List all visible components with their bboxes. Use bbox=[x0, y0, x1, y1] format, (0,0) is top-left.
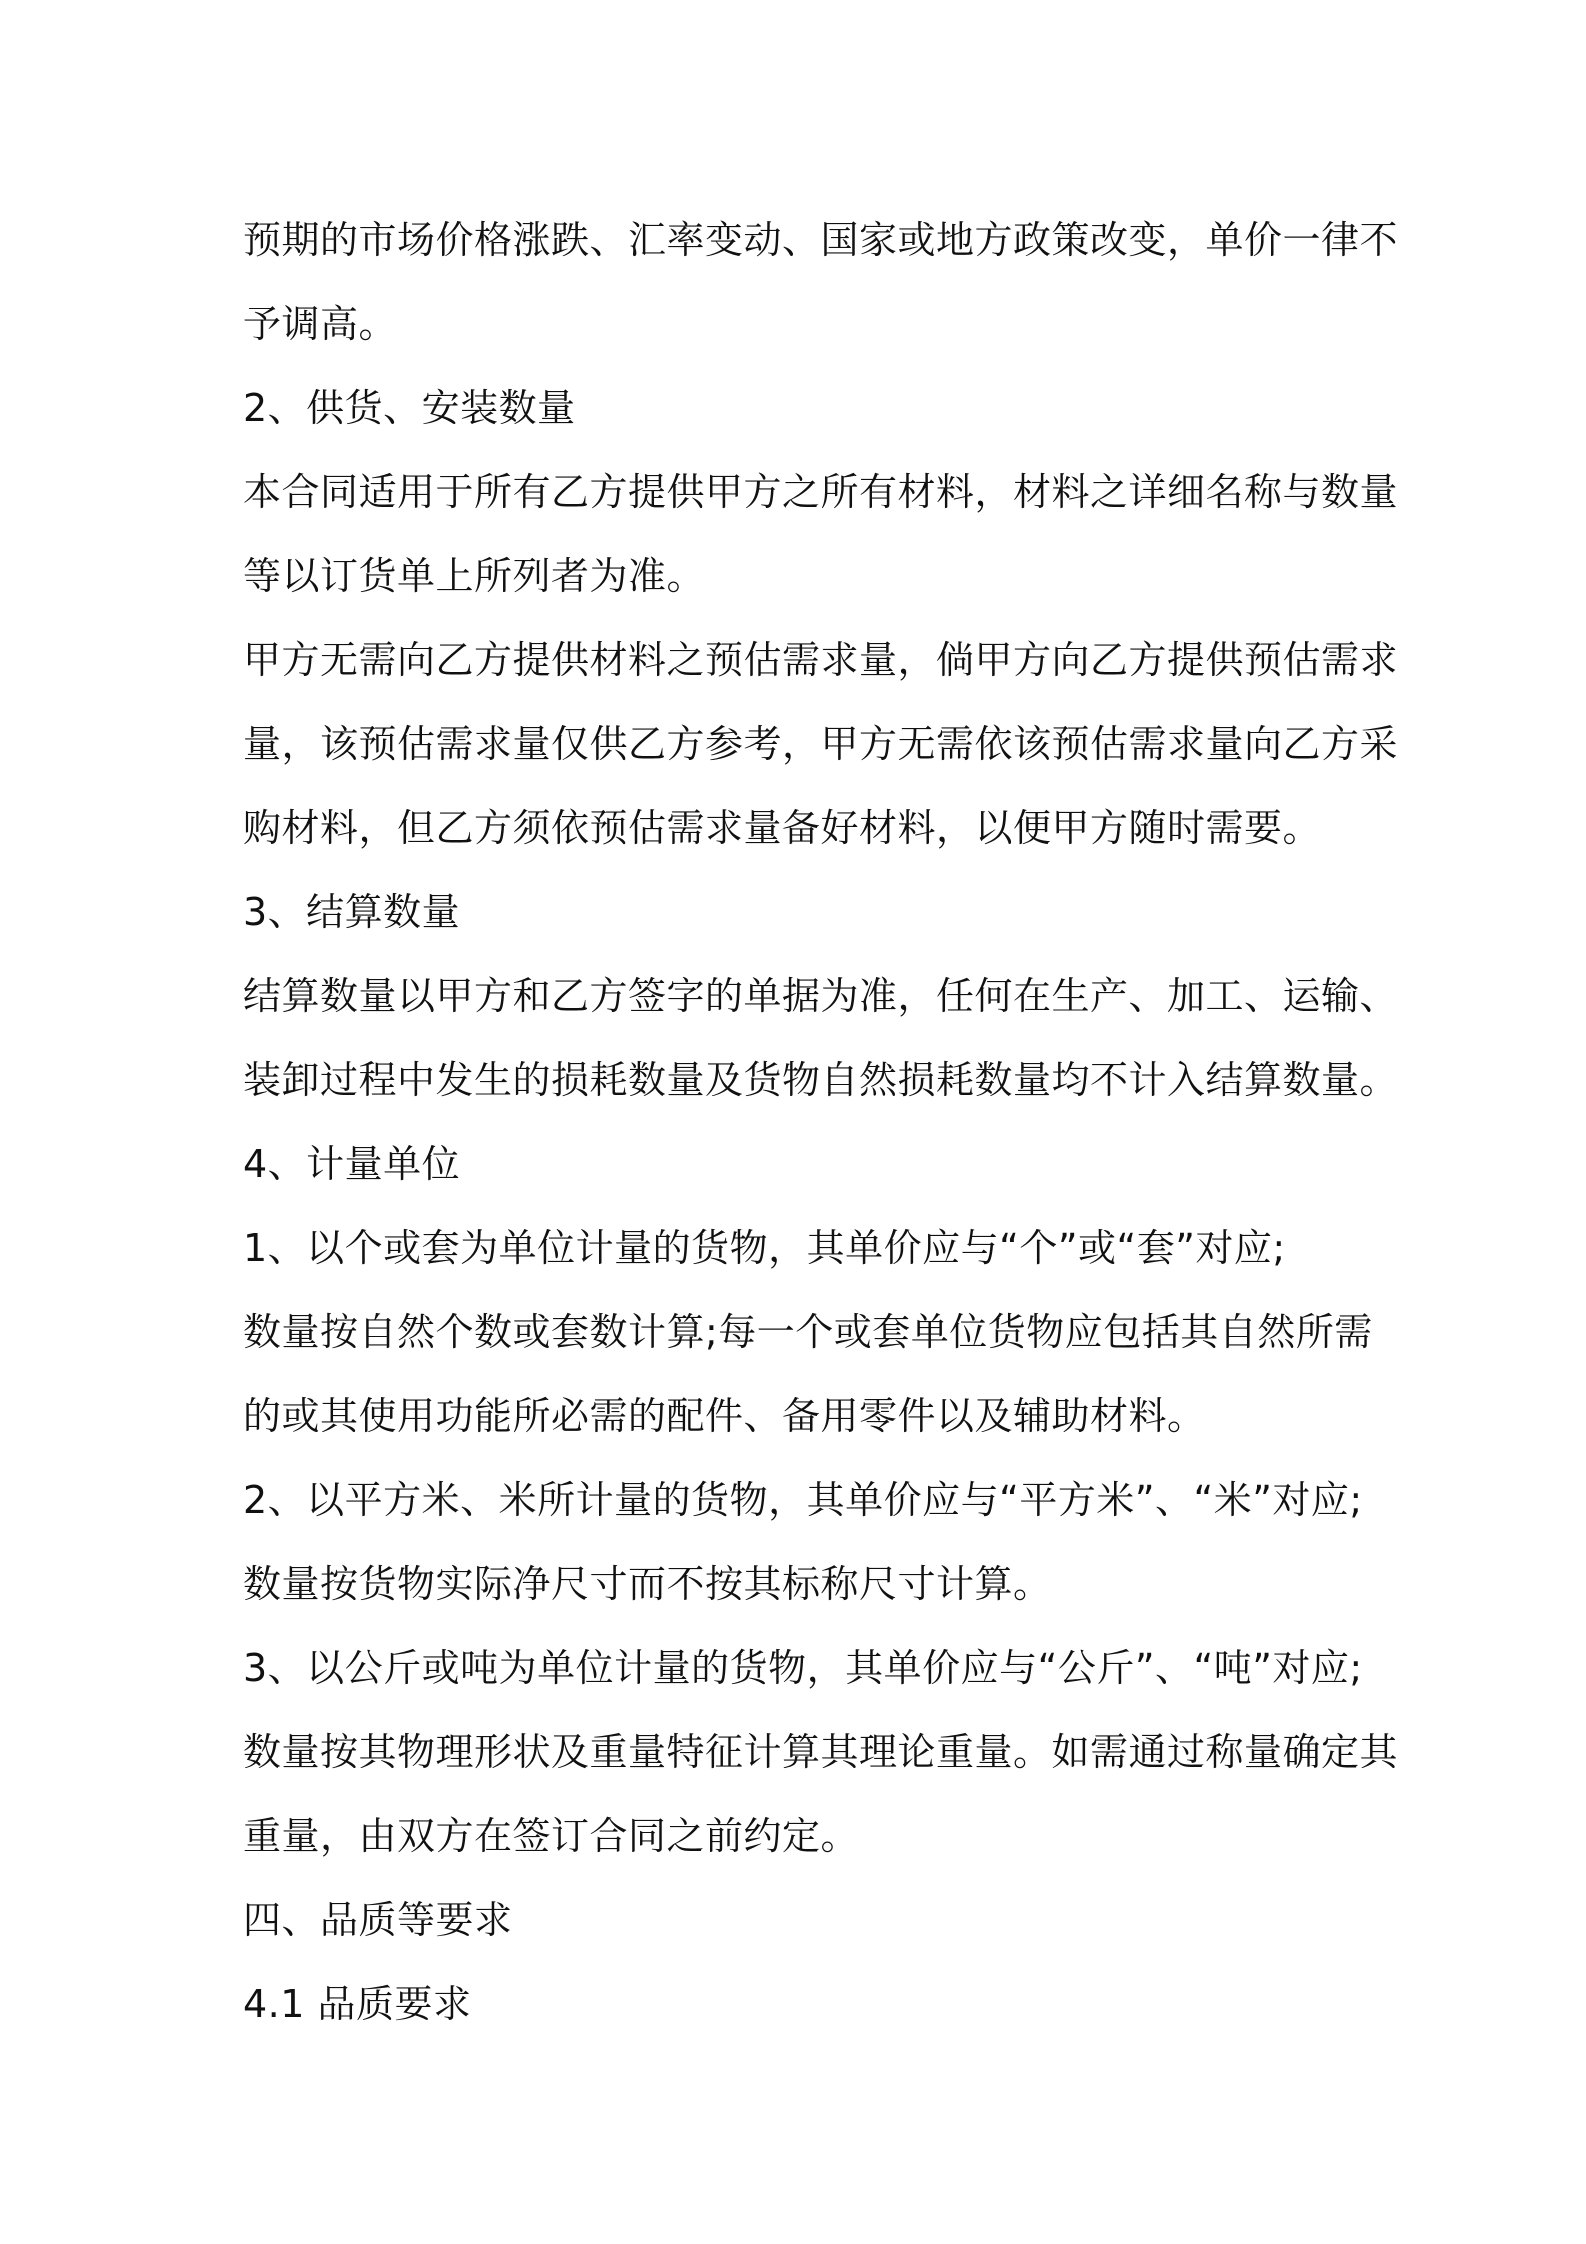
section-heading-quality-requirements: 四、品质等要求 bbox=[243, 1898, 513, 1942]
list-item-line: 重量，由双方在签订合同之前约定。 bbox=[243, 1814, 860, 1858]
list-item-line: 数量按货物实际净尺寸而不按其标称尺寸计算。 bbox=[243, 1562, 1052, 1606]
paragraph-line: 甲方无需向乙方提供材料之预估需求量，倘甲方向乙方提供预估需求 bbox=[243, 638, 1399, 682]
list-item-line: 数量按自然个数或套数计算;每一个或套单位货物应包括其自然所需 bbox=[243, 1310, 1373, 1354]
list-item-line: 数量按其物理形状及重量特征计算其理论重量。如需通过称量确定其 bbox=[243, 1730, 1399, 1774]
paragraph-line: 等以订货单上所列者为准。 bbox=[243, 554, 706, 598]
list-item-line: 的或其使用功能所必需的配件、备用零件以及辅助材料。 bbox=[243, 1394, 1206, 1438]
section-heading-supply-quantity: 2、供货、安装数量 bbox=[243, 386, 576, 430]
document-body bbox=[243, 198, 1399, 2046]
list-item-line: 3、以公斤或吨为单位计量的货物，其单价应与“公斤”、“吨”对应; bbox=[243, 1646, 1363, 1690]
section-heading-measurement-unit: 4、计量单位 bbox=[243, 1142, 461, 1186]
section-heading-settlement-quantity: 3、结算数量 bbox=[243, 890, 461, 934]
subsection-heading-quality: 4.1 品质要求 bbox=[243, 1982, 472, 2026]
paragraph-line-price-clause-end: 予调高。 bbox=[243, 302, 398, 346]
paragraph-line: 装卸过程中发生的损耗数量及货物自然损耗数量均不计入结算数量。 bbox=[243, 1058, 1399, 1102]
paragraph-line: 购材料，但乙方须依预估需求量备好材料，以便甲方随时需要。 bbox=[243, 806, 1322, 850]
list-item-line: 1、以个或套为单位计量的货物，其单价应与“个”或“套”对应; bbox=[243, 1226, 1286, 1270]
list-item-line: 2、以平方米、米所计量的货物，其单价应与“平方米”、“米”对应; bbox=[243, 1478, 1363, 1522]
paragraph-line: 量，该预估需求量仅供乙方参考，甲方无需依该预估需求量向乙方采 bbox=[243, 722, 1399, 766]
paragraph-line-price-clause: 预期的市场价格涨跌、汇率变动、国家或地方政策改变，单价一律不 bbox=[243, 218, 1399, 262]
paragraph-line: 结算数量以甲方和乙方签字的单据为准，任何在生产、加工、运输、 bbox=[243, 974, 1399, 1018]
paragraph-line: 本合同适用于所有乙方提供甲方之所有材料，材料之详细名称与数量 bbox=[243, 470, 1399, 514]
